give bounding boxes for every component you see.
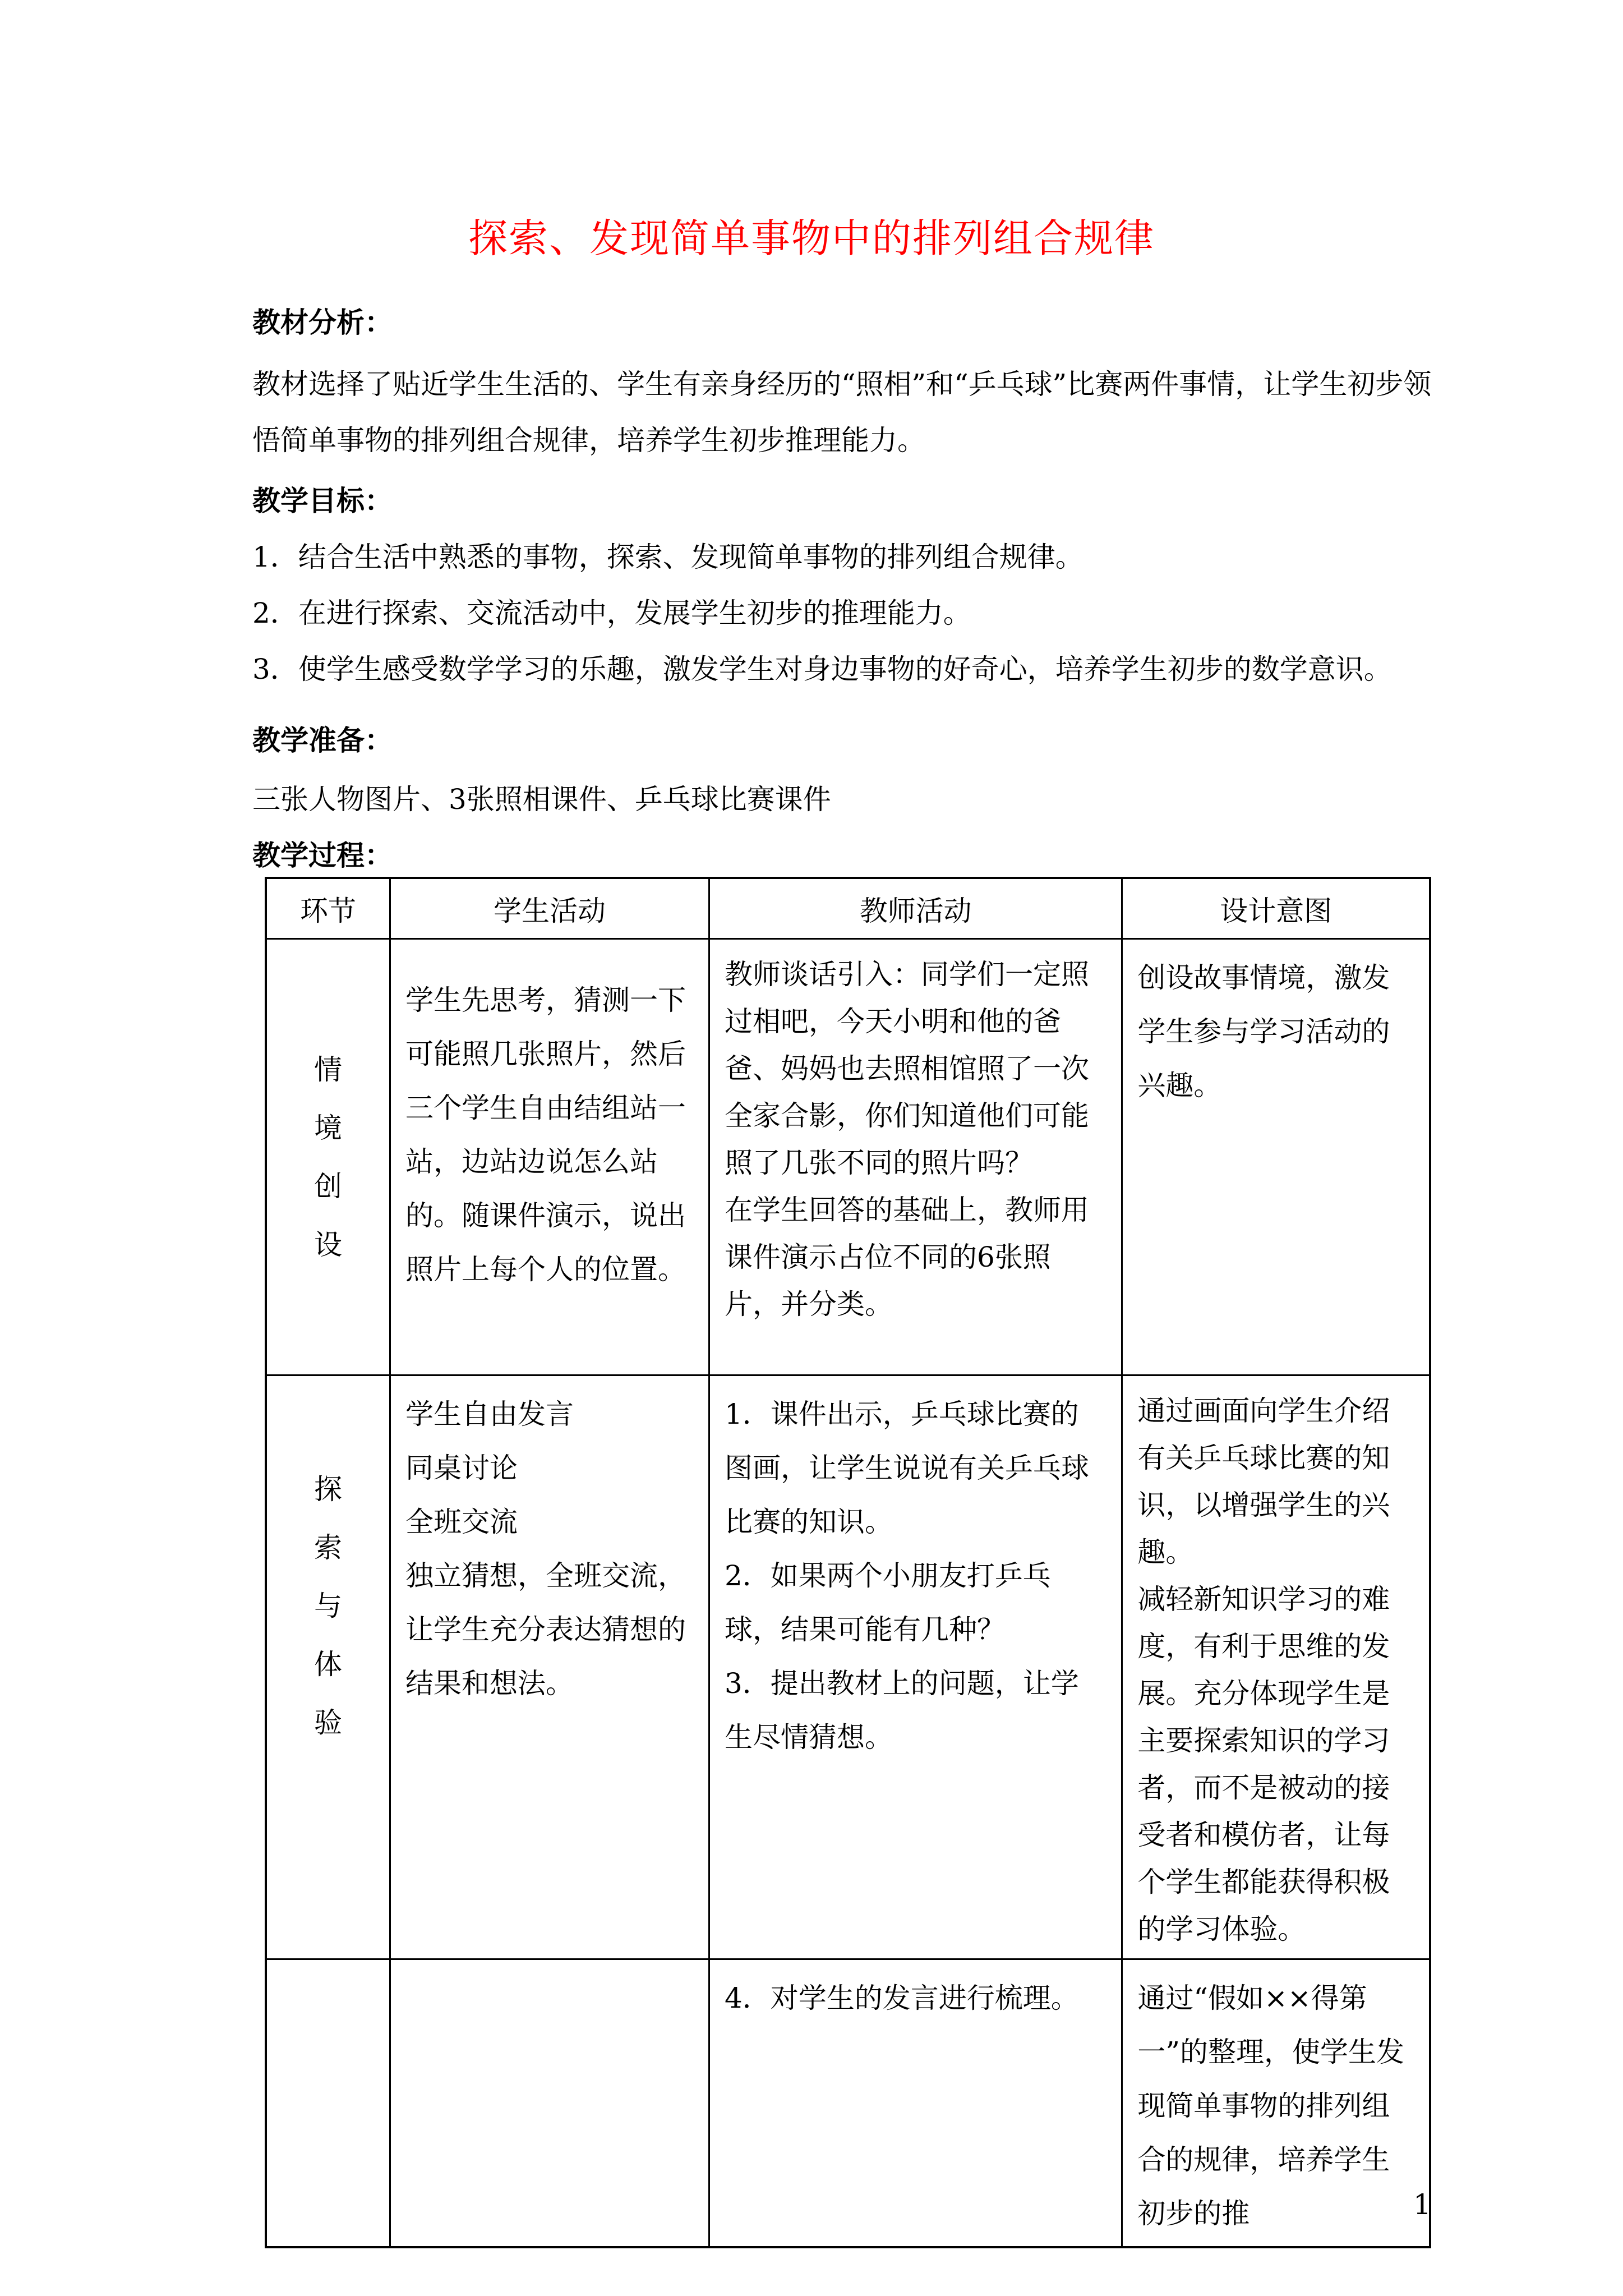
stage-char: 与: [314, 1590, 343, 1622]
student-activity-text: 同桌讨论: [405, 1452, 518, 1484]
design-intent-cell: [1122, 1959, 1430, 2248]
student-activity-cell: [390, 1375, 709, 1959]
design-intent-text: 通过画面向学生介绍有关乒乓球比赛的知识，以增强学生的兴趣。: [1137, 1395, 1390, 1568]
material-text: [252, 356, 1441, 485]
design-intent-text: 通过“假如××得第一”的整理，使学生发现简单事物的排列组合的规律，培养学生初步的推: [1137, 1982, 1404, 2230]
stage-char: 索: [314, 1531, 343, 1564]
student-activity-text: 学生先思考，猜测一下可能照几张照片，然后三个学生自由结组站一站，边站边说怎么站的。随课件演示，说出照片上每个人的位置。: [405, 984, 686, 1286]
header-stage: 环节: [266, 878, 390, 939]
goals-heading: 教学目标：: [252, 484, 393, 517]
preparation-heading: 教学准备：: [252, 724, 393, 757]
material-heading: 教材分析：: [252, 306, 393, 339]
stage-char: 设: [314, 1228, 343, 1261]
material-paragraph: 教材选择了贴近学生生活的、学生有亲身经历的“照相”和“乒乓球”比赛两件事情，让学生初步领悟简单事物的排列组合规律，培养学生初步推理能力。: [252, 368, 1432, 457]
stage-char: 境: [314, 1112, 343, 1144]
design-intent-text: 减轻新知识学习的难度，有利于思维的发展。充分体现学生是主要探索知识的学习者，而不是被动的接受者和模仿者，让每个学生都能获得积极的学习体验。: [1137, 1583, 1390, 1945]
header-teacher-activity: 教师活动: [709, 878, 1122, 939]
goal-item: 2．在进行探索、交流活动中，发展学生初步的推理能力。: [252, 597, 971, 629]
design-intent-cell: [1122, 1375, 1430, 1959]
design-intent-cell: [1122, 939, 1430, 1375]
teacher-activity-text: 4．对学生的发言进行梳理。: [724, 1982, 1079, 2014]
stage-char: 情: [314, 1053, 343, 1086]
table-row: [266, 939, 1430, 1375]
teacher-activity-cell: [709, 1959, 1122, 2248]
goal-item: 3．使学生感受数学学习的乐趣，激发学生对身边事物的好奇心，培养学生初步的数学意识。: [252, 653, 1392, 685]
page-title: 探索、发现简单事物中的排列组合规律: [468, 215, 1155, 261]
stage-cell: [266, 1959, 390, 2248]
teacher-activity-text: 2．如果两个小朋友打乒乓球，结果可能有几种？: [724, 1559, 1051, 1646]
header-design-intent: 设计意图: [1122, 878, 1430, 939]
student-activity-text: 独立猜想，全班交流，让学生充分表达猜想的结果和想法。: [405, 1559, 686, 1700]
teacher-activity-cell: [709, 1375, 1122, 1959]
process-heading: 教学过程：: [252, 839, 393, 872]
page-number: 1: [1413, 2188, 1431, 2221]
preparation-text: 三张人物图片、3张照相课件、乒乓球比赛课件: [252, 783, 831, 816]
student-activity-text: 学生自由发言: [405, 1398, 574, 1430]
teacher-activity-text: 教师谈话引入：同学们一定照过相吧，今天小明和他的爸爸、妈妈也去照相馆照了一次全家合影，你们知道他们可能照了几张不同的照片吗？: [724, 958, 1089, 1179]
stage-char: 体: [314, 1648, 343, 1681]
goals-list: [252, 537, 1441, 706]
stage-char: 创: [314, 1170, 343, 1203]
teacher-activity-text: 在学生回答的基础上，教师用课件演示占位不同的6张照片，并分类。: [724, 1194, 1089, 1320]
teacher-activity-text: 3．提出教材上的问题，让学生尽情猜想。: [724, 1667, 1079, 1754]
stage-char: 验: [314, 1706, 343, 1739]
student-activity-cell: [390, 1959, 709, 2248]
goal-item: 1．结合生活中熟悉的事物，探索、发现简单事物的排列组合规律。: [252, 541, 1083, 573]
table-header-row: [266, 878, 1430, 939]
student-activity-text: 全班交流: [405, 1506, 518, 1538]
stage-cell: [266, 939, 390, 1375]
process-table: [265, 877, 1431, 2248]
header-student-activity: 学生活动: [390, 878, 709, 939]
student-activity-cell: [390, 939, 709, 1375]
table-row: [266, 1375, 1430, 1959]
table-row: [266, 1959, 1430, 2248]
stage-char: 探: [314, 1473, 343, 1506]
teacher-activity-text: 1．课件出示，乒乓球比赛的图画，让学生说说有关乒乓球比赛的知识。: [724, 1398, 1089, 1538]
teacher-activity-cell: [709, 939, 1122, 1375]
stage-cell: [266, 1375, 390, 1959]
design-intent-text: 创设故事情境，激发学生参与学习活动的兴趣。: [1137, 961, 1390, 1102]
